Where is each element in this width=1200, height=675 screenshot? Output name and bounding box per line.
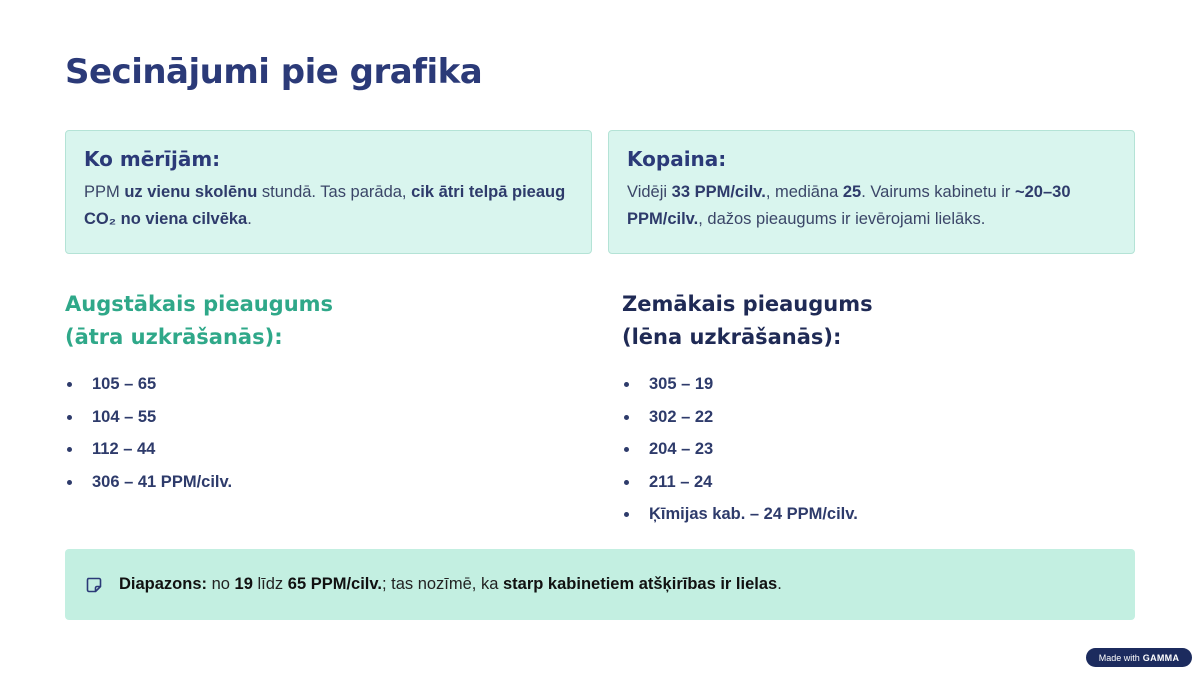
list-item: 302 – 22 — [622, 405, 1122, 438]
page-title: Secinājumi pie grafika — [65, 52, 483, 92]
bullet-icon — [67, 415, 72, 420]
highest-increase-section — [65, 288, 565, 502]
overview-card-heading: Kopaina: — [627, 147, 727, 171]
made-with-gamma-badge[interactable] — [1086, 648, 1192, 667]
bullet-icon — [624, 447, 629, 452]
lowest-increase-list — [622, 372, 1122, 535]
list-item: Ķīmijas kab. – 24 PPM/cilv. — [622, 502, 1122, 535]
list-item: 306 – 41 PPM/cilv. — [65, 470, 565, 503]
bullet-icon — [624, 415, 629, 420]
range-callout-text: Diapazons: no 19 līdz 65 PPM/cilv.; tas nozīmē, ka starp kabinetiem atšķirības ir lielas. — [119, 575, 782, 593]
note-icon — [85, 576, 103, 594]
list-item: 211 – 24 — [622, 470, 1122, 503]
highest-increase-list — [65, 372, 565, 502]
overview-card-text: Vidēji 33 PPM/cilv., mediāna 25. Vairums kabinetu ir ~20–30 PPM/cilv., dažos pieaugums ir ievērojami lielāks. — [627, 183, 1071, 228]
overview-card — [608, 130, 1135, 254]
bullet-icon — [624, 480, 629, 485]
bullet-icon — [67, 480, 72, 485]
list-item: 105 – 65 — [65, 372, 565, 405]
measured-card — [65, 130, 592, 254]
bullet-icon — [624, 512, 629, 517]
list-item: 112 – 44 — [65, 437, 565, 470]
list-item: 104 – 55 — [65, 405, 565, 438]
range-callout — [65, 549, 1135, 620]
measured-card-text: PPM uz vienu skolēnu stundā. Tas parāda, cik ātri telpā pieaug CO₂ no viena cilvēka. — [84, 183, 566, 228]
highest-increase-heading: Augstākais pieaugums (ātra uzkrāšanās): — [65, 292, 334, 349]
gamma-logo: GAMMA — [1142, 652, 1180, 663]
lowest-increase-section — [622, 288, 1122, 535]
bullet-icon — [67, 447, 72, 452]
badge-prefix: Made with — [1098, 652, 1140, 663]
lowest-increase-heading: Zemākais pieaugums (lēna uzkrāšanās): — [622, 292, 873, 349]
measured-card-heading: Ko mērījām: — [84, 147, 221, 171]
bullet-icon — [67, 382, 72, 387]
list-item: 305 – 19 — [622, 372, 1122, 405]
list-item: 204 – 23 — [622, 437, 1122, 470]
bullet-icon — [624, 382, 629, 387]
